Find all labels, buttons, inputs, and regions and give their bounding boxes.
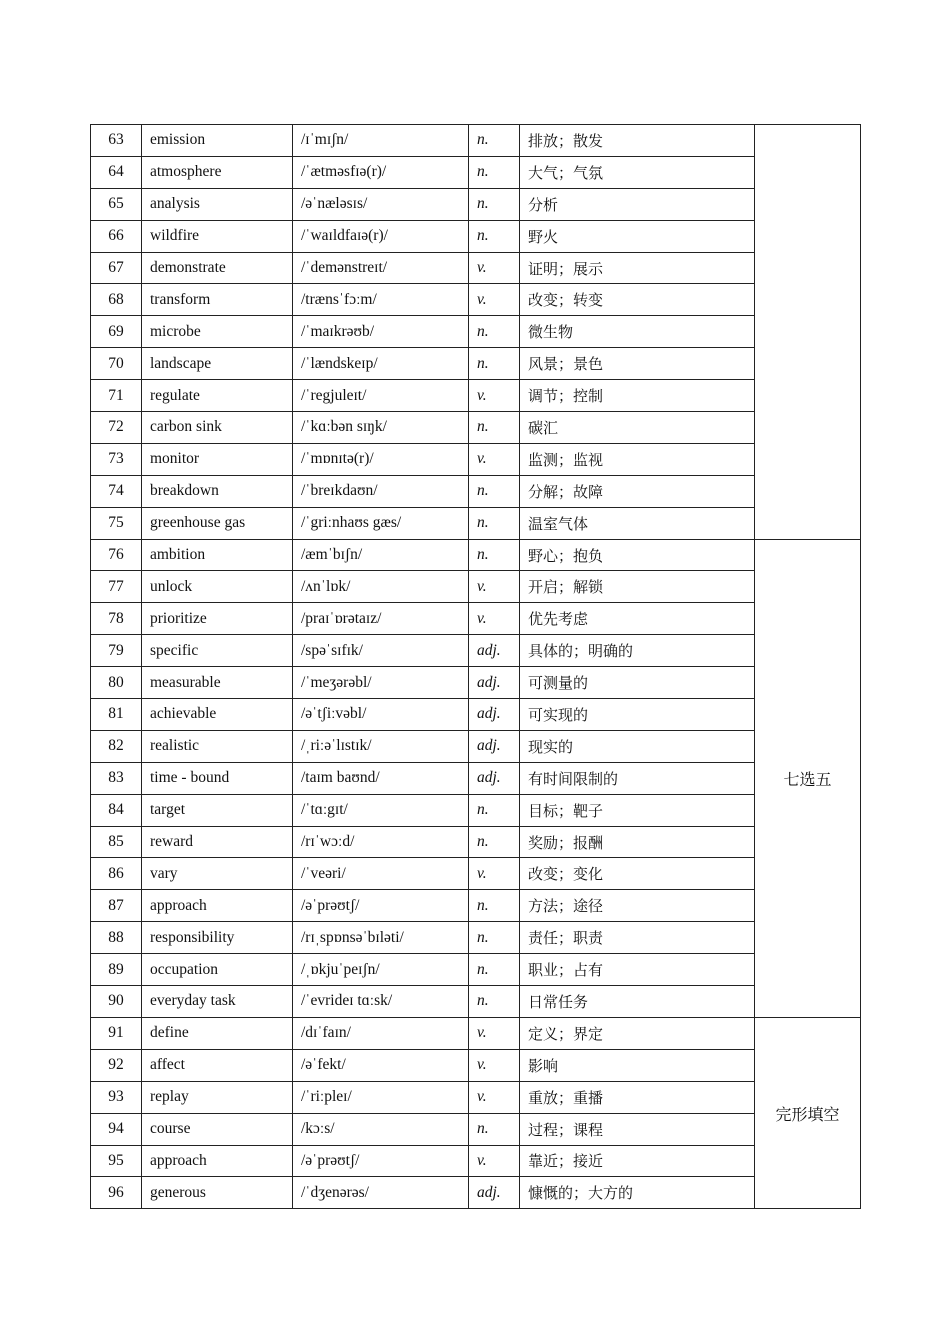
part-of-speech: adj. [469,730,520,762]
chinese-meaning: 靠近；接近 [520,1145,755,1177]
phonetic-transcription: /ˈevrideɪ tɑːsk/ [293,986,469,1018]
table-row [91,380,861,412]
table-row [91,412,861,444]
phonetic-transcription: /əˈtʃiːvəbl/ [293,699,469,731]
part-of-speech: adj. [469,1177,520,1209]
english-word: analysis [142,188,293,220]
table-row [91,794,861,826]
word-number: 79 [91,635,142,667]
part-of-speech: n. [469,1113,520,1145]
english-word: transform [142,284,293,316]
chinese-meaning: 可实现的 [520,699,755,731]
part-of-speech: n. [469,125,520,157]
phonetic-transcription: /əˈprəʊtʃ/ [293,890,469,922]
word-number: 84 [91,794,142,826]
word-number: 95 [91,1145,142,1177]
part-of-speech: n. [469,954,520,986]
phonetic-transcription: /taɪm baʊnd/ [293,762,469,794]
phonetic-transcription: /spəˈsɪfɪk/ [293,635,469,667]
part-of-speech: n. [469,156,520,188]
english-word: breakdown [142,475,293,507]
english-word: approach [142,890,293,922]
phonetic-transcription: /ˈkɑːbən sɪŋk/ [293,412,469,444]
table-row [91,730,861,762]
word-number: 80 [91,667,142,699]
chinese-meaning: 定义；界定 [520,1017,755,1049]
chinese-meaning: 日常任务 [520,986,755,1018]
phonetic-transcription: /ˈmɒnɪtə(r)/ [293,443,469,475]
part-of-speech: v. [469,571,520,603]
table-row [91,507,861,539]
chinese-meaning: 影响 [520,1049,755,1081]
section-label: 完形填空 [755,1017,861,1208]
word-number: 71 [91,380,142,412]
table-row [91,1081,861,1113]
english-word: realistic [142,730,293,762]
word-number: 93 [91,1081,142,1113]
part-of-speech: adj. [469,699,520,731]
word-number: 64 [91,156,142,188]
word-number: 78 [91,603,142,635]
english-word: carbon sink [142,412,293,444]
english-word: vary [142,858,293,890]
part-of-speech: adj. [469,762,520,794]
english-word: greenhouse gas [142,507,293,539]
table-row [91,699,861,731]
table-row [91,252,861,284]
phonetic-transcription: /ˈwaɪldfaɪə(r)/ [293,220,469,252]
word-number: 67 [91,252,142,284]
part-of-speech: v. [469,858,520,890]
chinese-meaning: 分析 [520,188,755,220]
phonetic-transcription: /æmˈbɪʃn/ [293,539,469,571]
word-number: 91 [91,1017,142,1049]
english-word: regulate [142,380,293,412]
chinese-meaning: 分解；故障 [520,475,755,507]
english-word: microbe [142,316,293,348]
part-of-speech: v. [469,1049,520,1081]
phonetic-transcription: /ˈdʒenərəs/ [293,1177,469,1209]
table-row [91,1049,861,1081]
part-of-speech: v. [469,603,520,635]
word-number: 63 [91,125,142,157]
phonetic-transcription: /dɪˈfaɪn/ [293,1017,469,1049]
table-row [91,667,861,699]
part-of-speech: v. [469,380,520,412]
phonetic-transcription: /ʌnˈlɒk/ [293,571,469,603]
english-word: demonstrate [142,252,293,284]
table-row [91,603,861,635]
part-of-speech: adj. [469,635,520,667]
phonetic-transcription: /ˈriːpleɪ/ [293,1081,469,1113]
table-row [91,1113,861,1145]
part-of-speech: v. [469,252,520,284]
word-number: 96 [91,1177,142,1209]
english-word: measurable [142,667,293,699]
chinese-meaning: 职业；占有 [520,954,755,986]
word-number: 74 [91,475,142,507]
word-number: 70 [91,348,142,380]
part-of-speech: v. [469,1017,520,1049]
word-number: 65 [91,188,142,220]
phonetic-transcription: /trænsˈfɔːm/ [293,284,469,316]
table-row [91,156,861,188]
phonetic-transcription: /ˈbreɪkdaʊn/ [293,475,469,507]
word-number: 72 [91,412,142,444]
table-row [91,1177,861,1209]
chinese-meaning: 风景；景色 [520,348,755,380]
table-row [91,826,861,858]
part-of-speech: v. [469,443,520,475]
chinese-meaning: 开启；解锁 [520,571,755,603]
word-number: 87 [91,890,142,922]
table-row [91,220,861,252]
chinese-meaning: 方法；途径 [520,890,755,922]
table-row [91,986,861,1018]
word-number: 90 [91,986,142,1018]
phonetic-transcription: /ɪˈmɪʃn/ [293,125,469,157]
chinese-meaning: 野心；抱负 [520,539,755,571]
phonetic-transcription: /ˈgriːnhaʊs gæs/ [293,507,469,539]
english-word: replay [142,1081,293,1113]
phonetic-transcription: /ˈætməsfɪə(r)/ [293,156,469,188]
section-label [755,125,861,540]
phonetic-transcription: /əˈprəʊtʃ/ [293,1145,469,1177]
english-word: atmosphere [142,156,293,188]
chinese-meaning: 监测；监视 [520,443,755,475]
part-of-speech: n. [469,348,520,380]
english-word: monitor [142,443,293,475]
table-row [91,890,861,922]
part-of-speech: n. [469,890,520,922]
phonetic-transcription: /ˈlændskeɪp/ [293,348,469,380]
table-row [91,762,861,794]
part-of-speech: n. [469,475,520,507]
english-word: landscape [142,348,293,380]
word-number: 85 [91,826,142,858]
phonetic-transcription: /ˈdemənstreɪt/ [293,252,469,284]
phonetic-transcription: /rɪˌspɒnsəˈbɪləti/ [293,922,469,954]
chinese-meaning: 慷慨的；大方的 [520,1177,755,1209]
chinese-meaning: 大气；气氛 [520,156,755,188]
word-number: 81 [91,699,142,731]
word-number: 73 [91,443,142,475]
english-word: ambition [142,539,293,571]
chinese-meaning: 温室气体 [520,507,755,539]
english-word: everyday task [142,986,293,1018]
phonetic-transcription: /ˌriːəˈlɪstɪk/ [293,730,469,762]
table-row [91,635,861,667]
chinese-meaning: 野火 [520,220,755,252]
part-of-speech: n. [469,188,520,220]
word-number: 92 [91,1049,142,1081]
english-word: wildfire [142,220,293,252]
phonetic-transcription: /ˈmaɪkrəʊb/ [293,316,469,348]
word-number: 88 [91,922,142,954]
phonetic-transcription: /əˈfekt/ [293,1049,469,1081]
chinese-meaning: 排放；散发 [520,125,755,157]
table-row [91,571,861,603]
part-of-speech: n. [469,539,520,571]
word-number: 83 [91,762,142,794]
english-word: emission [142,125,293,157]
chinese-meaning: 改变；转变 [520,284,755,316]
chinese-meaning: 优先考虑 [520,603,755,635]
word-number: 76 [91,539,142,571]
english-word: affect [142,1049,293,1081]
phonetic-transcription: /kɔːs/ [293,1113,469,1145]
phonetic-transcription: /ˌɒkjuˈpeɪʃn/ [293,954,469,986]
part-of-speech: n. [469,826,520,858]
phonetic-transcription: /ˈveəri/ [293,858,469,890]
english-word: define [142,1017,293,1049]
english-word: responsibility [142,922,293,954]
section-label: 七选五 [755,539,861,1017]
part-of-speech: v. [469,284,520,316]
chinese-meaning: 可测量的 [520,667,755,699]
table-row [91,188,861,220]
table-row [91,125,861,157]
chinese-meaning: 有时间限制的 [520,762,755,794]
table-row [91,284,861,316]
chinese-meaning: 证明；展示 [520,252,755,284]
chinese-meaning: 现实的 [520,730,755,762]
english-word: specific [142,635,293,667]
table-row [91,316,861,348]
table-row [91,475,861,507]
part-of-speech: n. [469,507,520,539]
table-row [91,1017,861,1049]
chinese-meaning: 具体的；明确的 [520,635,755,667]
english-word: reward [142,826,293,858]
part-of-speech: n. [469,316,520,348]
part-of-speech: n. [469,412,520,444]
english-word: course [142,1113,293,1145]
english-word: time - bound [142,762,293,794]
english-word: achievable [142,699,293,731]
chinese-meaning: 碳汇 [520,412,755,444]
phonetic-transcription: /ˈregjuleɪt/ [293,380,469,412]
phonetic-transcription: /əˈnæləsɪs/ [293,188,469,220]
word-number: 68 [91,284,142,316]
word-number: 69 [91,316,142,348]
table-row [91,922,861,954]
word-number: 86 [91,858,142,890]
chinese-meaning: 责任；职责 [520,922,755,954]
chinese-meaning: 过程；课程 [520,1113,755,1145]
chinese-meaning: 改变；变化 [520,858,755,890]
table-row [91,858,861,890]
table-row [91,443,861,475]
english-word: unlock [142,571,293,603]
chinese-meaning: 微生物 [520,316,755,348]
english-word: generous [142,1177,293,1209]
phonetic-transcription: /ˈtɑːgɪt/ [293,794,469,826]
part-of-speech: n. [469,794,520,826]
english-word: occupation [142,954,293,986]
english-word: prioritize [142,603,293,635]
phonetic-transcription: /rɪˈwɔːd/ [293,826,469,858]
part-of-speech: adj. [469,667,520,699]
part-of-speech: n. [469,220,520,252]
vocabulary-table [90,124,861,1209]
table-row [91,539,861,571]
part-of-speech: n. [469,986,520,1018]
part-of-speech: v. [469,1081,520,1113]
table-row [91,954,861,986]
chinese-meaning: 目标；靶子 [520,794,755,826]
word-number: 94 [91,1113,142,1145]
word-number: 66 [91,220,142,252]
chinese-meaning: 重放；重播 [520,1081,755,1113]
table-row [91,348,861,380]
english-word: target [142,794,293,826]
word-number: 75 [91,507,142,539]
chinese-meaning: 奖励；报酬 [520,826,755,858]
word-number: 82 [91,730,142,762]
english-word: approach [142,1145,293,1177]
part-of-speech: v. [469,1145,520,1177]
part-of-speech: n. [469,922,520,954]
table-row [91,1145,861,1177]
word-number: 77 [91,571,142,603]
vocabulary-table-body [91,125,861,1209]
word-number: 89 [91,954,142,986]
phonetic-transcription: /ˈmeʒərəbl/ [293,667,469,699]
chinese-meaning: 调节；控制 [520,380,755,412]
phonetic-transcription: /praɪˈɒrətaɪz/ [293,603,469,635]
